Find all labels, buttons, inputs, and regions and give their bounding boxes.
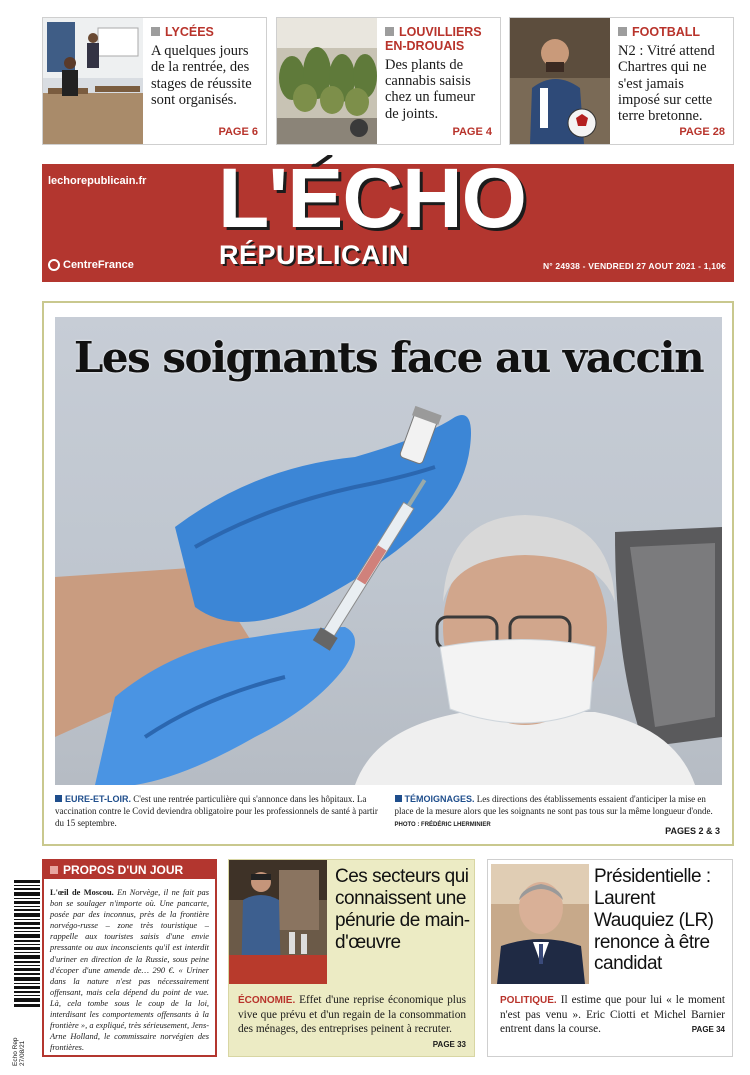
politique-photo xyxy=(491,864,589,984)
politique-title[interactable]: Présidentielle : Laurent Wauquiez (LR) renonce à être candidat xyxy=(594,866,714,975)
caption-left: EURE-ET-LOIR. C'est une rentrée particulière qui s'annonce dans les hôpitaux. La vaccination contre le Covid deviendra obligatoire pour les professionnels de santé à partir du 15 septembre. xyxy=(55,794,378,829)
hero-photo xyxy=(55,317,722,785)
teaser-photo-classroom xyxy=(43,18,143,144)
teaser-page-ref: PAGE 28 xyxy=(679,125,725,138)
propos-body: L'œil de Moscou. En Norvège, il ne fait pas bon se soulager n'importe où. Une pancarte, posée par des inconnus, près de la frontière norvégo-russe – zone très touristique – rappelle aux touristes saisis d'une envie pressante ou aux inconscients qu'il est interdit d'uriner en direction de la Russie, sous peine d'écoper d'une amende de… 290 €. « Uriner dans la nature n'est pas nécessairement offensant, mais cela dépend du point de vue. Là, cela tombe sous le coup de la loi, interdisant les comportements offensants à la frontière », a expliqué, très sérieusement, Jens-Arne Holland, le commissaire norvégien des frontières. xyxy=(50,888,209,1053)
teaser-lycees[interactable] xyxy=(42,17,267,145)
teaser-photo-footballer xyxy=(510,18,610,144)
teaser-text: Des plants de cannabis saisis chez un fumeur de joints. xyxy=(385,56,476,122)
caption-left-kicker: EURE-ET-LOIR. xyxy=(55,794,131,804)
centrefrance-icon xyxy=(48,259,60,271)
economie-title[interactable]: Ces secteurs qui connaissent une pénurie de main-d'œuvre xyxy=(335,866,470,953)
main-headline[interactable]: Les soignants face au vaccin xyxy=(73,333,704,382)
main-pages-ref: PAGES 2 & 3 xyxy=(665,826,720,836)
logo-main: L'ÉCHO xyxy=(218,151,526,245)
teaser-page-ref: PAGE 6 xyxy=(218,125,258,138)
economie-story[interactable] xyxy=(228,859,475,1057)
politique-kicker: POLITIQUE. xyxy=(500,995,557,1006)
politique-page-ref: PAGE 34 xyxy=(691,1025,725,1035)
logo-sub: RÉPUBLICAIN xyxy=(219,240,410,270)
economie-text: ÉCONOMIE. Effet d'une reprise économique plus vive que prévu et d'un regain de la consommation des ménages, des entreprises peinent à recruter. PAGE 33 xyxy=(238,994,466,1049)
economie-page-ref: PAGE 33 xyxy=(432,1039,466,1049)
site-url[interactable]: lechorepublicain.fr xyxy=(48,175,147,187)
politique-text: POLITIQUE. Il estime que pour lui « le moment n'est pas venu ». Eric Ciotti et Michel Barnier entrent dans la course. PAGE 34 xyxy=(500,994,725,1036)
photo-credit: PHOTO : FRÉDÉRIC LHERMINIER xyxy=(394,822,491,829)
vaccine-illustration xyxy=(55,317,722,785)
politique-story[interactable] xyxy=(487,859,733,1057)
photo-captions xyxy=(55,793,722,829)
masthead xyxy=(42,151,734,282)
teaser-kicker: LOUVILLIERS EN-DROUAIS xyxy=(385,25,482,53)
economie-photo xyxy=(229,860,327,984)
barcode-text: Echo Rep 27/08/21 xyxy=(12,1037,27,1066)
group-logo: CentreFrance xyxy=(48,259,134,271)
propos-label: PROPOS D'UN JOUR xyxy=(44,861,215,879)
teaser-text: N2 : Vitré attend Chartres qui ne s'est jamais imposé sur cette terre bretonne. xyxy=(618,42,715,125)
caption-right: TÉMOIGNAGES. Les directions des établissements essaient d'anticiper la mise en place de la mesure alors que les soignants ne sont pas tous sur la même longueur d'onde. PHOTO : FRÉDÉRIC LHERMINIER xyxy=(394,794,713,829)
main-story[interactable] xyxy=(42,301,734,846)
propos-column[interactable] xyxy=(42,859,217,1057)
issue-info: N° 24938 - VENDREDI 27 AOUT 2021 - 1,10€ xyxy=(542,261,726,271)
teaser-page-ref: PAGE 4 xyxy=(452,125,492,138)
teaser-photo-cannabis xyxy=(277,18,377,144)
teaser-louvilliers[interactable] xyxy=(276,17,501,145)
teaser-text: A quelques jours de la rentrée, des stages de réussite sont organisés. xyxy=(151,42,252,108)
teaser-kicker: FOOTBALL xyxy=(618,26,725,40)
teaser-kicker: LYCÉES xyxy=(151,26,258,40)
teaser-football[interactable] xyxy=(509,17,734,145)
caption-right-kicker: TÉMOIGNAGES. xyxy=(395,794,475,804)
economie-kicker: ÉCONOMIE. xyxy=(238,995,296,1006)
propos-lead: L'œil de Moscou. xyxy=(50,888,114,897)
barcode-icon xyxy=(14,880,40,1008)
